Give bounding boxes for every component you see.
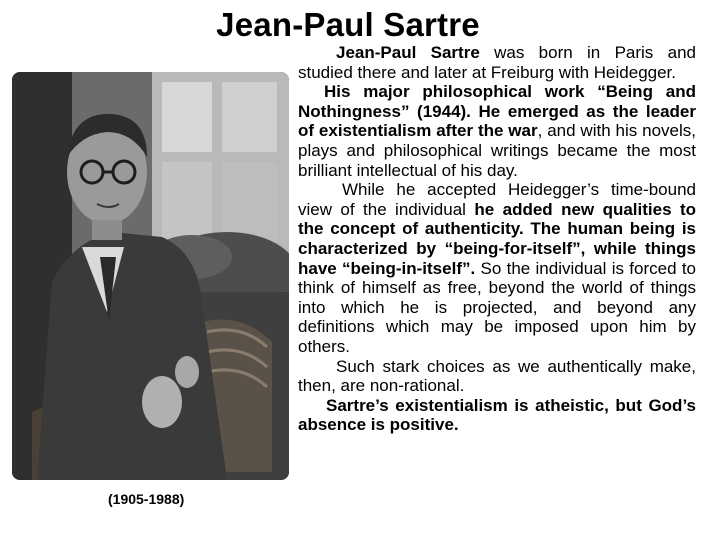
paragraph-major-work: His major philosophical work “Being and Nothingness” (1944). He emerged as the leader of existentialism after the war, and with his novels, plays and philosophical writings became the most brilliant intellectual of his day. — [298, 82, 696, 180]
biography-text — [298, 43, 696, 435]
paragraph-birth: Jean-Paul Sartre was born in Paris and studied there and later at Freiburg with Heidegger. — [298, 43, 696, 82]
paragraph-atheism: Sartre’s existentialism is atheistic, but God’s absence is positive. — [298, 395, 696, 435]
slide-title: Jean-Paul Sartre — [216, 6, 480, 43]
lifespan-caption: (1905-1988) — [108, 491, 185, 507]
paragraph-choices: Such stark choices as we authentically make, then, are non-rational. — [298, 356, 696, 396]
paragraph-authenticity: While he accepted Heidegger’s time-bound view of the individual he added new qualities to the concept of authenticity. The human being is characterized by “being-for-itself”, while things have “being-in-itself”. So the individual is forced to think of himself as free, beyond the world of things into which he is projected, and beyond any definitions which may be imposed upon him by others. — [298, 180, 696, 356]
sartre-portrait-photo — [12, 72, 289, 480]
